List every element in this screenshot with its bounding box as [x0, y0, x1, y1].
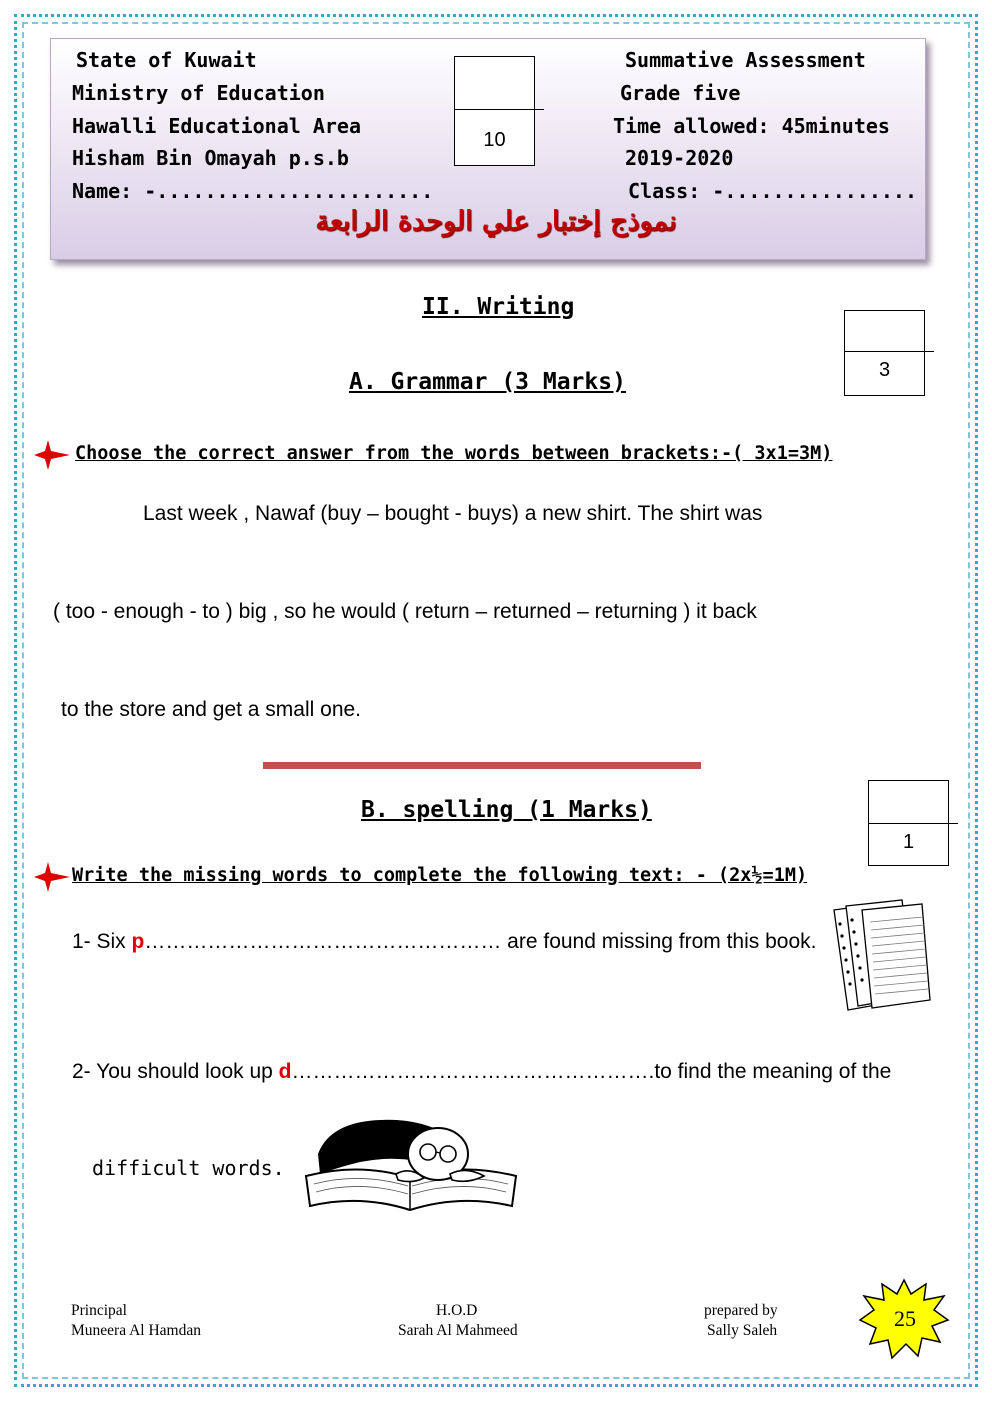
grammar-score: 3 [878, 359, 891, 381]
header-assessment: Summative Assessment [625, 48, 866, 72]
principal-name: Muneera Al Hamdan [71, 1322, 201, 1339]
grammar-line-3: to the store and get a small one. [61, 698, 362, 721]
score-line [869, 823, 958, 824]
prepared-name: Sally Saleh [707, 1322, 778, 1339]
spelling-question-2 [72, 1060, 891, 1084]
header-ministry: Ministry of Education [72, 81, 325, 105]
arabic-title: نموذج إختبار علي الوحدة الرابعة [315, 206, 677, 237]
spelling-instruction: Write the missing words to complete the following text: - (2x½=1M) [72, 865, 808, 886]
grammar-title: A. Grammar (3 Marks) [349, 369, 626, 395]
hod-name: Sarah Al Mahmeed [398, 1322, 518, 1339]
header-area: Hawalli Educational Area [72, 114, 361, 138]
star-bullet-icon [34, 440, 70, 470]
hod-title: H.O.D [436, 1302, 478, 1319]
section-divider [263, 762, 701, 769]
footer-hod [398, 1301, 518, 1341]
score-line [845, 351, 934, 352]
class-field[interactable]: Class: -................ [628, 179, 917, 203]
footer-prepared [704, 1301, 778, 1341]
spelling-title: B. spelling (1 Marks) [361, 797, 652, 823]
reading-man-illustration [300, 1114, 522, 1214]
page-number-burst [858, 1278, 950, 1360]
page-number: 25 [894, 1306, 916, 1331]
spelling-score: 1 [902, 831, 915, 853]
spelling-score-box[interactable] [868, 780, 949, 866]
prepared-title: prepared by [704, 1302, 778, 1319]
principal-title: Principal [71, 1302, 127, 1319]
q2-prefix: 2- You should look up [72, 1060, 279, 1083]
pages-illustration [822, 896, 934, 1016]
score-line [455, 109, 544, 110]
q2-rest[interactable]: …………………………………………….to find the meaning of the [291, 1060, 892, 1083]
section-title: II. Writing [422, 294, 575, 320]
total-score-box[interactable] [454, 56, 535, 166]
q1-hint-letter: p [131, 930, 145, 953]
star-bullet-icon [34, 862, 70, 892]
q2-hint-letter: d [278, 1060, 292, 1083]
q1-prefix: 1- Six [72, 930, 132, 953]
grammar-instruction: Choose the correct answer from the words between brackets:-( 3x1=3M) [75, 443, 833, 464]
header-country: State of Kuwait [76, 48, 257, 72]
header-school: Hisham Bin Omayah p.s.b [72, 146, 349, 170]
footer-principal [71, 1301, 201, 1341]
header-time: Time allowed: 45minutes [613, 114, 890, 138]
header-grade: Grade five [620, 81, 741, 105]
spelling-question-2-cont: difficult words. [92, 1156, 285, 1180]
grammar-line-1: Last week , Nawaf (buy – bought - buys) a new shirt. The shirt was [143, 502, 763, 525]
header-year: 2019-2020 [625, 146, 734, 170]
name-field[interactable]: Name: -....................... [72, 179, 434, 203]
q1-rest[interactable]: …………………………………………… are found missing from this book. [144, 930, 817, 953]
grammar-score-box[interactable] [844, 310, 925, 396]
spelling-question-1 [72, 930, 817, 954]
grammar-line-2: ( too - enough - to ) big , so he would ( return – returned – returning ) it back [53, 600, 757, 623]
total-score: 10 [483, 129, 506, 151]
